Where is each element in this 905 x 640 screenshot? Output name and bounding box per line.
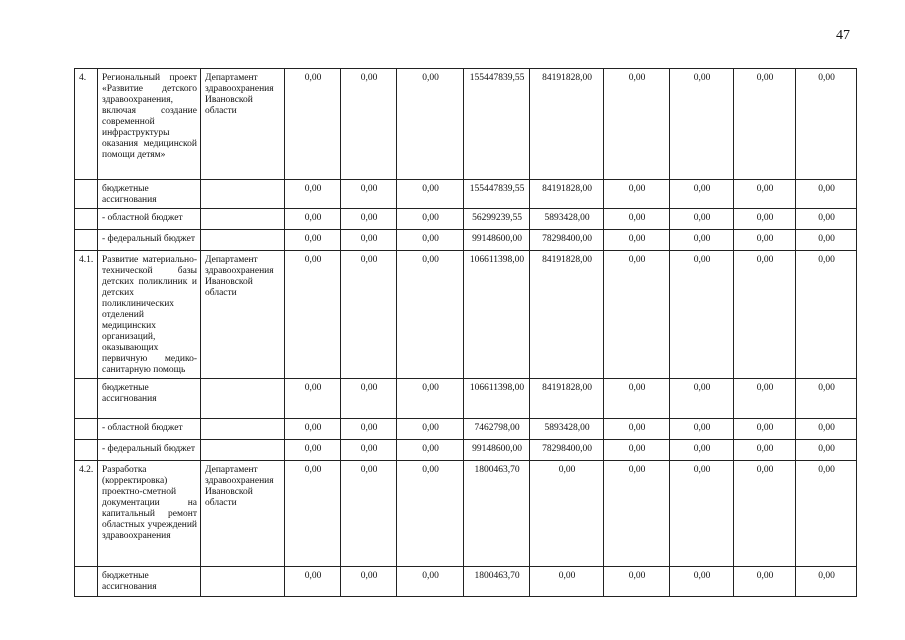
table-row — [75, 251, 857, 379]
amount-cell: 0,00 — [670, 461, 734, 567]
row-index — [75, 567, 98, 597]
amount-cell: 0,00 — [734, 69, 796, 180]
row-executor — [201, 379, 285, 419]
row-index — [75, 180, 98, 209]
amount-cell: 0,00 — [796, 419, 857, 440]
budget-table — [74, 68, 857, 597]
amount-cell: 0,00 — [796, 209, 857, 230]
amount-cell: 0,00 — [796, 69, 857, 180]
amount-cell: 0,00 — [670, 419, 734, 440]
amount-cell: 0,00 — [734, 567, 796, 597]
row-name: - областной бюджет — [98, 209, 201, 230]
row-name: - федеральный бюджет — [98, 440, 201, 461]
amount-cell: 106611398,00 — [464, 251, 530, 379]
amount-cell: 106611398,00 — [464, 379, 530, 419]
table-row — [75, 440, 857, 461]
amount-cell: 0,00 — [285, 180, 341, 209]
row-executor — [201, 567, 285, 597]
amount-cell: 0,00 — [796, 461, 857, 567]
amount-cell: 0,00 — [285, 209, 341, 230]
amount-cell: 0,00 — [341, 69, 397, 180]
amount-cell: 0,00 — [341, 461, 397, 567]
row-name: бюджетные ассигнования — [98, 180, 201, 209]
row-index — [75, 379, 98, 419]
amount-cell: 0,00 — [670, 180, 734, 209]
row-executor: Департамент здравоохранения Ивановской области — [201, 69, 285, 180]
amount-cell: 0,00 — [341, 419, 397, 440]
amount-cell: 0,00 — [796, 440, 857, 461]
amount-cell: 0,00 — [285, 419, 341, 440]
amount-cell: 0,00 — [604, 419, 670, 440]
row-name: Региональный проект «Развитие детского здравоохранения, включая создание современной инфраструктуры оказания медицинской помощи детям» — [98, 69, 201, 180]
table-row — [75, 567, 857, 597]
amount-cell: 84191828,00 — [530, 379, 604, 419]
amount-cell: 5893428,00 — [530, 419, 604, 440]
row-index: 4.2. — [75, 461, 98, 567]
row-index — [75, 230, 98, 251]
table-row — [75, 209, 857, 230]
row-name: - областной бюджет — [98, 419, 201, 440]
amount-cell: 0,00 — [341, 230, 397, 251]
table-body — [75, 69, 857, 597]
amount-cell: 0,00 — [796, 251, 857, 379]
amount-cell: 0,00 — [285, 461, 341, 567]
amount-cell: 84191828,00 — [530, 180, 604, 209]
amount-cell: 0,00 — [397, 251, 464, 379]
row-index — [75, 209, 98, 230]
row-name: бюджетные ассигнования — [98, 567, 201, 597]
amount-cell: 0,00 — [341, 379, 397, 419]
amount-cell: 0,00 — [734, 209, 796, 230]
amount-cell: 7462798,00 — [464, 419, 530, 440]
amount-cell: 84191828,00 — [530, 69, 604, 180]
amount-cell: 0,00 — [670, 69, 734, 180]
amount-cell: 0,00 — [734, 461, 796, 567]
table-row — [75, 230, 857, 251]
row-executor — [201, 209, 285, 230]
amount-cell: 0,00 — [604, 379, 670, 419]
amount-cell: 0,00 — [604, 180, 670, 209]
amount-cell: 0,00 — [670, 567, 734, 597]
amount-cell: 0,00 — [604, 440, 670, 461]
amount-cell: 0,00 — [285, 567, 341, 597]
amount-cell: 0,00 — [397, 209, 464, 230]
amount-cell: 0,00 — [285, 230, 341, 251]
amount-cell: 0,00 — [670, 379, 734, 419]
amount-cell: 155447839,55 — [464, 69, 530, 180]
amount-cell: 0,00 — [604, 567, 670, 597]
page-number: 47 — [836, 28, 850, 43]
amount-cell: 0,00 — [397, 440, 464, 461]
row-index: 4. — [75, 69, 98, 180]
row-executor: Департамент здравоохранения Ивановской области — [201, 251, 285, 379]
row-index: 4.1. — [75, 251, 98, 379]
amount-cell: 0,00 — [734, 379, 796, 419]
amount-cell: 0,00 — [341, 180, 397, 209]
amount-cell: 0,00 — [734, 230, 796, 251]
amount-cell: 0,00 — [604, 69, 670, 180]
amount-cell: 0,00 — [796, 180, 857, 209]
amount-cell: 0,00 — [285, 251, 341, 379]
row-executor: Департамент здравоохранения Ивановской области — [201, 461, 285, 567]
amount-cell: 1800463,70 — [464, 461, 530, 567]
amount-cell: 0,00 — [734, 440, 796, 461]
amount-cell: 0,00 — [341, 209, 397, 230]
table-row — [75, 461, 857, 567]
amount-cell: 1800463,70 — [464, 567, 530, 597]
amount-cell: 0,00 — [397, 379, 464, 419]
amount-cell: 0,00 — [397, 180, 464, 209]
amount-cell: 0,00 — [604, 230, 670, 251]
amount-cell: 56299239,55 — [464, 209, 530, 230]
amount-cell: 78298400,00 — [530, 230, 604, 251]
amount-cell: 0,00 — [604, 461, 670, 567]
amount-cell: 0,00 — [397, 230, 464, 251]
amount-cell: 0,00 — [670, 440, 734, 461]
row-executor — [201, 419, 285, 440]
amount-cell: 0,00 — [397, 567, 464, 597]
amount-cell: 0,00 — [341, 440, 397, 461]
amount-cell: 5893428,00 — [530, 209, 604, 230]
row-name: бюджетные ассигнования — [98, 379, 201, 419]
row-index — [75, 419, 98, 440]
amount-cell: 0,00 — [285, 69, 341, 180]
table-row — [75, 180, 857, 209]
amount-cell: 0,00 — [604, 209, 670, 230]
row-name: Разработка (корректировка) проектно-сметной документации на капитальный ремонт областных учреждений здравоохранения — [98, 461, 201, 567]
amount-cell: 0,00 — [397, 69, 464, 180]
row-executor — [201, 440, 285, 461]
amount-cell: 0,00 — [530, 461, 604, 567]
row-index — [75, 440, 98, 461]
amount-cell: 78298400,00 — [530, 440, 604, 461]
row-executor — [201, 230, 285, 251]
amount-cell: 0,00 — [796, 567, 857, 597]
amount-cell: 0,00 — [341, 251, 397, 379]
amount-cell: 0,00 — [341, 567, 397, 597]
amount-cell: 0,00 — [734, 251, 796, 379]
amount-cell: 0,00 — [796, 379, 857, 419]
amount-cell: 0,00 — [734, 419, 796, 440]
table-row — [75, 69, 857, 180]
amount-cell: 0,00 — [530, 567, 604, 597]
amount-cell: 0,00 — [734, 180, 796, 209]
amount-cell: 99148600,00 — [464, 230, 530, 251]
amount-cell: 0,00 — [285, 379, 341, 419]
amount-cell: 155447839,55 — [464, 180, 530, 209]
row-executor — [201, 180, 285, 209]
amount-cell: 84191828,00 — [530, 251, 604, 379]
amount-cell: 0,00 — [604, 251, 670, 379]
row-name: - федеральный бюджет — [98, 230, 201, 251]
amount-cell: 0,00 — [670, 251, 734, 379]
amount-cell: 0,00 — [796, 230, 857, 251]
amount-cell: 0,00 — [670, 209, 734, 230]
amount-cell: 0,00 — [397, 419, 464, 440]
table-row — [75, 379, 857, 419]
table-row — [75, 419, 857, 440]
amount-cell: 0,00 — [670, 230, 734, 251]
amount-cell: 0,00 — [285, 440, 341, 461]
row-name: Развитие материально-технической базы детских поликлиник и детских поликлинических отделений медицинских организаций, оказывающих первичную медико-санитарную помощь — [98, 251, 201, 379]
amount-cell: 99148600,00 — [464, 440, 530, 461]
amount-cell: 0,00 — [397, 461, 464, 567]
